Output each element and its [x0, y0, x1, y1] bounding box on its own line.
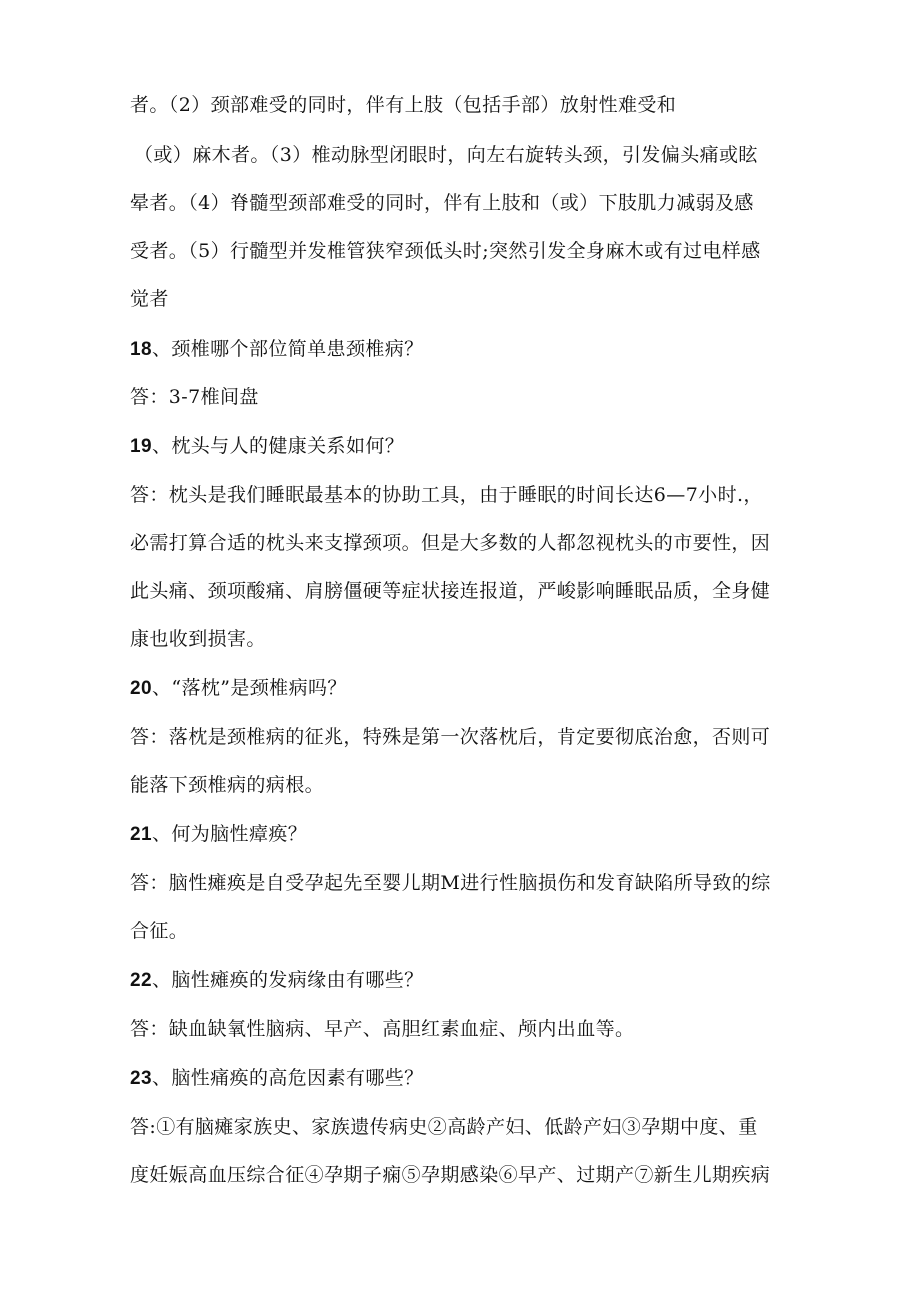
question-text: 、“落枕”是颈椎病吗？ [151, 677, 347, 699]
text-line: 觉者 [130, 288, 169, 310]
question-number: 22 [130, 970, 152, 991]
question-number: 18 [130, 339, 152, 360]
question-text: 、何为脑性瘴痪？ [151, 823, 308, 845]
answer-line: 答：枕头是我们睡眠最基本的协助工具，由于睡眠的时间长达6—7小时.， [130, 484, 763, 506]
question-text: 、枕头与人的健康关系如何？ [151, 435, 405, 457]
answer-line: 度妊娠高血压综合征④孕期子痫⑤孕期感染⑥早产、过期产⑦新生儿期疾病 [130, 1164, 771, 1186]
question-number: 20 [130, 678, 152, 699]
answer-line: 答：3-7椎间盘 [130, 386, 259, 408]
question-number: 19 [130, 436, 152, 457]
answer-line: 此头痛、颈项酸痛、肩膀僵硬等症状接连报道，严峻影响睡眠品质，全身健 [130, 580, 771, 602]
answer-line: 答:①有脑瘫家族史、家族遗传病史②高龄产妇、低龄产妇③孕期中度、重 [130, 1116, 758, 1138]
text-line: 晕者。（4）脊髓型颈部难受的同时，伴有上肢和（或）下肢肌力减弱及感 [130, 192, 754, 214]
question-text: 、颈椎哪个部位简单患颈椎病？ [151, 338, 424, 360]
text-line: （或）麻木者。（3）椎动脉型闭眼时，向左右旋转头颈，引发偏头痛或眩 [134, 144, 758, 166]
answer-line: 能落下颈椎病的病根。 [130, 774, 325, 796]
question-22 [130, 966, 800, 995]
answer-line: 必需打算合适的枕头来支撑颈项。但是大多数的人都忽视枕头的市要性，因 [130, 532, 771, 554]
question-number: 23 [130, 1068, 152, 1089]
question-18 [130, 335, 800, 364]
question-19 [130, 432, 800, 461]
answer-line: 康也收到损害。 [130, 628, 266, 650]
answer-line: 合征。 [130, 920, 189, 942]
question-text: 、脑性痛痪的高危因素有哪些？ [151, 1067, 424, 1089]
text-line: 者。（2）颈部难受的同时，伴有上肢（包括手部）放射性难受和 [130, 94, 677, 116]
answer-line: 答：缺血缺氧性脑病、早产、高胆红素血症、颅内出血等。 [130, 1018, 635, 1040]
answer-line: 答：落枕是颈椎病的征兆，特殊是第一次落枕后，肯定要彻底治愈，否则可 [130, 726, 771, 748]
question-number: 21 [130, 824, 152, 845]
text-line: 受者。（5）行髓型并发椎管狭窄颈低头时;突然引发全身麻木或有过电样感 [130, 240, 761, 262]
question-21 [130, 820, 800, 849]
question-text: 、脑性瘫痪的发病缘由有哪些？ [151, 969, 424, 991]
question-20 [130, 674, 800, 703]
question-23 [130, 1064, 800, 1093]
answer-line: 答：脑性瘫痪是自受孕起先至婴儿期M进行性脑损伤和发育缺陷所导致的综 [130, 872, 771, 894]
